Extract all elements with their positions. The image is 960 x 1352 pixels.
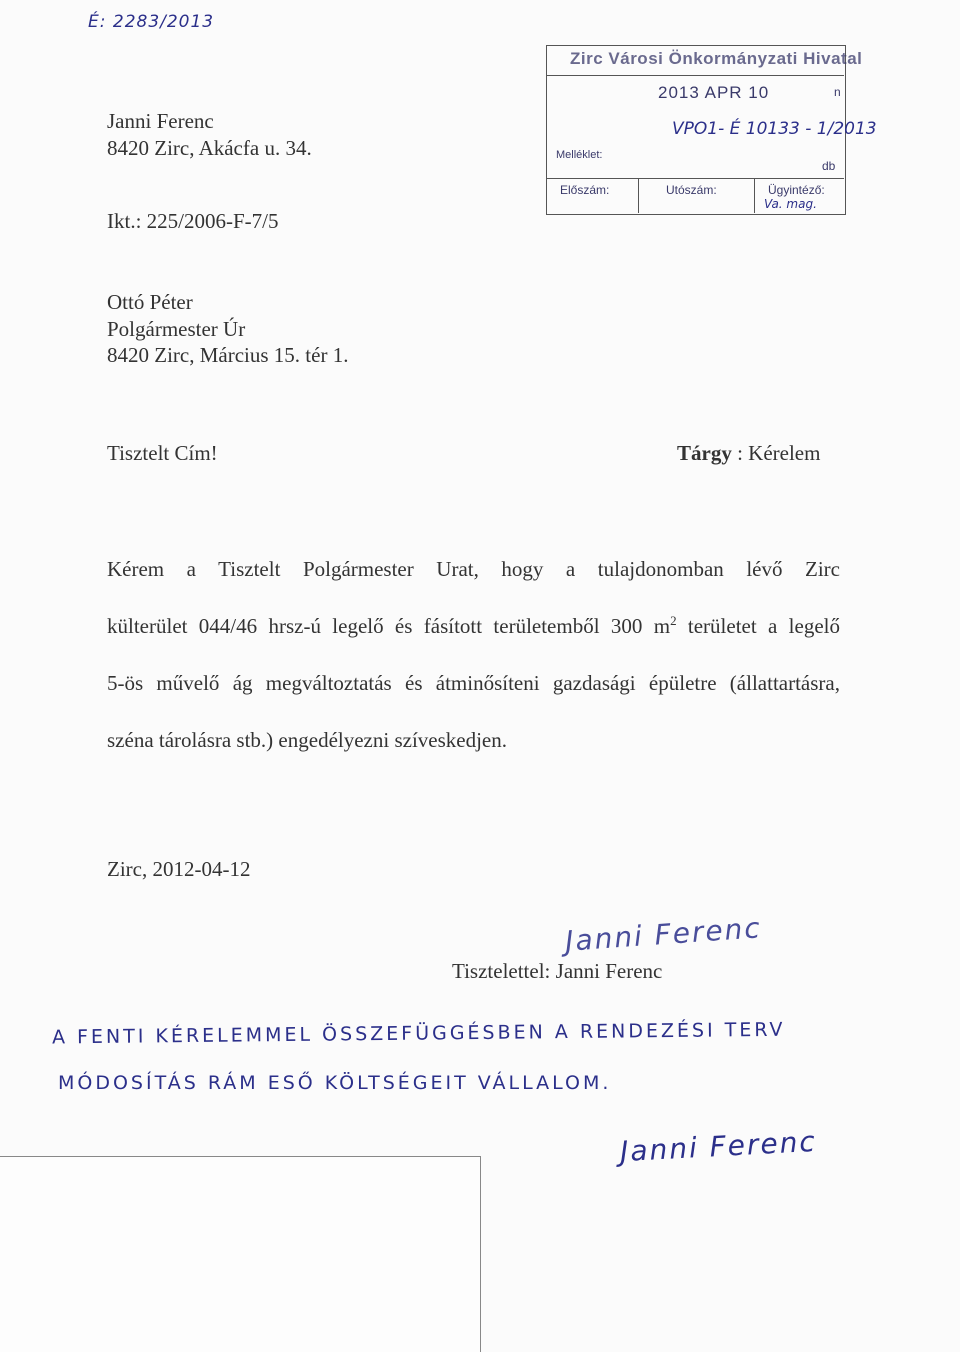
stamp-office-name: Zirc Városi Önkormányzati Hivatal	[570, 49, 863, 68]
recipient-name: Ottó Péter	[107, 290, 193, 314]
reference-number: Ikt.: 225/2006-F-7/5	[107, 209, 279, 233]
body-line-3: 5-ös művelő ág megváltoztatás és átminősíteni gazdasági épületre (állattartásra,	[107, 671, 840, 695]
stamp-col1-label: Előszám:	[560, 183, 610, 197]
subject-line	[677, 440, 820, 467]
signature-1: Janni Ferenc	[564, 911, 763, 958]
stamp-date: 2013 APR 10	[658, 83, 770, 102]
stamp-date-suffix: n	[834, 85, 841, 99]
subject-value: : Kérelem	[737, 441, 821, 465]
handwritten-registry-number: É: 2283/2013	[88, 12, 215, 32]
body-line-2-superscript: 2	[670, 613, 677, 628]
place-date: Zirc, 2012-04-12	[107, 857, 251, 881]
stamp-official-initials: Va. mag.	[764, 197, 817, 211]
body-line-2-part-2: területet a legelő	[676, 614, 840, 638]
subject-label: Tárgy	[677, 441, 732, 465]
letter-body	[107, 541, 840, 769]
recipient-address: 8420 Zirc, Március 15. tér 1.	[107, 343, 349, 367]
stamp-handwritten-ref: VPO1- É 10133 - 1/2013	[672, 119, 877, 139]
stamp-attachment-label: Melléklet:	[556, 149, 603, 161]
body-line-1: Kérem a Tisztelt Polgármester Urat, hogy a tulajdonomban lévő Zirc	[107, 557, 840, 581]
sender-address: 8420 Zirc, Akácfa u. 34.	[107, 136, 312, 160]
stamp-col3-label: Ügyintéző:	[768, 183, 825, 197]
blank-overlay-box	[0, 1156, 481, 1352]
closing-line	[452, 958, 662, 985]
stamp-attachment-unit: db	[822, 159, 836, 173]
recipient-title: Polgármester Úr	[107, 317, 246, 341]
closing-label: Tisztelettel:	[452, 959, 551, 983]
sender-name: Janni Ferenc	[107, 109, 214, 133]
body-line-2	[107, 598, 840, 655]
stamp-col2-label: Utószám:	[666, 183, 717, 197]
registry-stamp	[546, 45, 877, 215]
salutation: Tisztelt Cím!	[107, 441, 218, 465]
body-line-2-part-1: külterület 044/46 hrsz-ú legelő és fásított területemből 300 m	[107, 614, 671, 638]
body-line-4: széna tárolásra stb.) engedélyezni szíveskedjen.	[107, 728, 507, 752]
closing-name: Janni Ferenc	[555, 959, 663, 983]
signature-2: Janni Ferenc	[619, 1124, 818, 1169]
handwritten-note-line-1: A FENTI KÉRELEMMEL ÖSSZEFÜGGÉSBEN A RENDEZÉSI TERV	[51, 1018, 786, 1049]
handwritten-note-line-2: MÓDOSÍTÁS RÁM ESŐ KÖLTSÉGEIT VÁLLALOM.	[58, 1072, 612, 1094]
